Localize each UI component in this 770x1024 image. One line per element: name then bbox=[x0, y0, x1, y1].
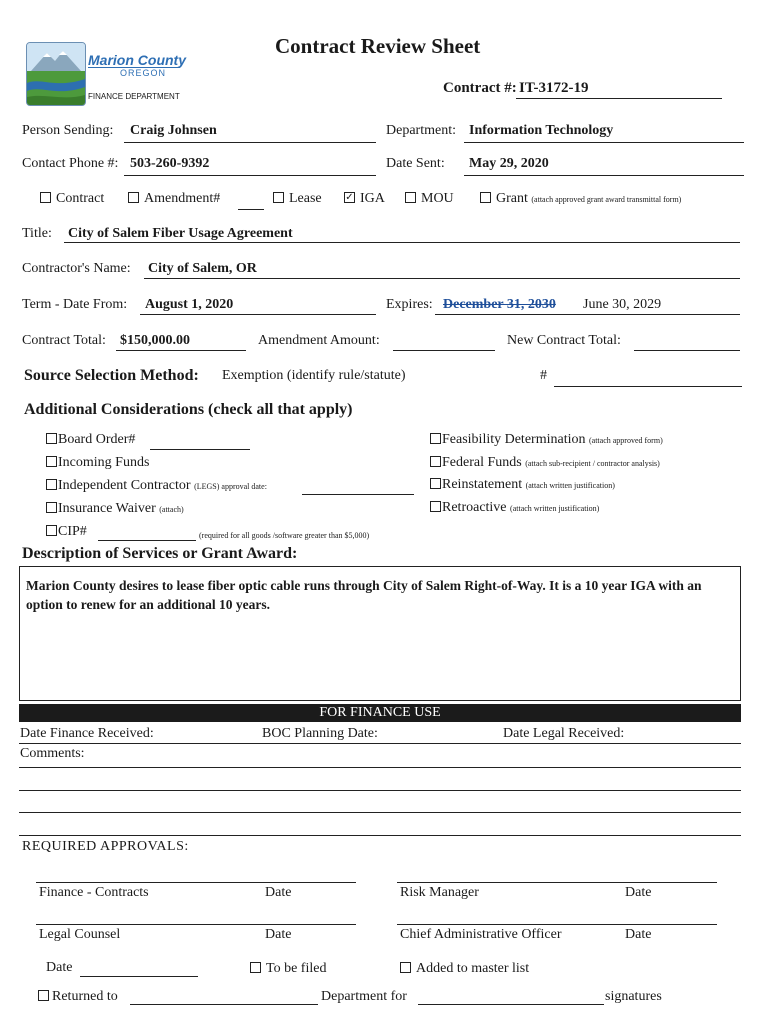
independent-approval-field[interactable] bbox=[302, 494, 414, 495]
checkbox-grant[interactable] bbox=[480, 192, 491, 203]
title-label: Title: bbox=[22, 226, 52, 241]
department-value[interactable]: Information Technology bbox=[469, 123, 614, 138]
type-contract-label: Contract bbox=[56, 191, 105, 206]
risk-manager-signature-line[interactable] bbox=[397, 882, 717, 883]
feasibility-note: (attach approved form) bbox=[588, 436, 663, 445]
new-total-field[interactable] bbox=[634, 350, 740, 351]
independent-contractor-note: (LEGS) approval date: bbox=[194, 482, 267, 491]
contractor-label: Contractor's Name: bbox=[22, 261, 131, 276]
department-label: Department: bbox=[386, 123, 456, 138]
checkbox-board-order[interactable] bbox=[46, 433, 57, 444]
cip-note: (required for all goods /software greater than $5,000) bbox=[199, 531, 370, 540]
type-lease[interactable] bbox=[273, 191, 322, 207]
date-finance-received-label: Date Finance Received: bbox=[20, 726, 154, 741]
expires-label: Expires: bbox=[386, 297, 433, 312]
title-line bbox=[64, 242, 740, 243]
contract-number-line bbox=[516, 98, 722, 99]
checkbox-independent-contractor[interactable] bbox=[46, 479, 57, 490]
risk-manager-date-label: Date bbox=[625, 885, 652, 900]
date-sent-value[interactable]: May 29, 2020 bbox=[469, 156, 549, 171]
checkbox-lease[interactable] bbox=[273, 192, 284, 203]
logo-department: FINANCE DEPARTMENT bbox=[88, 92, 180, 101]
date-legal-received-label: Date Legal Received: bbox=[503, 726, 625, 741]
comments-line-4[interactable] bbox=[19, 835, 741, 836]
type-contract[interactable] bbox=[40, 191, 104, 207]
checkbox-incoming-funds[interactable] bbox=[46, 456, 57, 467]
cip-label: CIP# bbox=[58, 524, 87, 539]
reinstatement-label: Reinstatement bbox=[442, 477, 523, 492]
title-value[interactable]: City of Salem Fiber Usage Agreement bbox=[68, 226, 293, 241]
to-be-filed-label: To be filed bbox=[266, 961, 327, 976]
contract-total-value[interactable]: $150,000.00 bbox=[120, 333, 190, 348]
reinstatement-note: (attach written justification) bbox=[525, 481, 615, 490]
amendment-amount-field[interactable] bbox=[393, 350, 495, 351]
type-lease-label: Lease bbox=[289, 191, 322, 206]
department-for-label: Department for bbox=[321, 989, 407, 1004]
cao-date-label: Date bbox=[625, 927, 652, 942]
contract-total-line bbox=[116, 350, 246, 351]
new-total-label: New Contract Total: bbox=[507, 333, 621, 348]
retroactive-item[interactable] bbox=[430, 500, 599, 516]
finance-contracts-label: Finance - Contracts bbox=[39, 885, 149, 900]
required-approvals-heading: REQUIRED APPROVALS: bbox=[22, 839, 189, 854]
added-master-label: Added to master list bbox=[416, 961, 530, 976]
checkbox-insurance-waiver[interactable] bbox=[46, 502, 57, 513]
logo-org-name: Marion County bbox=[88, 52, 186, 68]
person-sending-value[interactable]: Craig Johnsen bbox=[130, 123, 217, 138]
federal-funds-item[interactable] bbox=[430, 455, 660, 471]
type-iga-label: IGA bbox=[360, 191, 385, 206]
amendment-number-line bbox=[238, 209, 264, 210]
page-title: Contract Review Sheet bbox=[275, 34, 481, 58]
checkbox-feasibility[interactable] bbox=[430, 433, 441, 444]
contract-total-label: Contract Total: bbox=[22, 333, 106, 348]
risk-manager-label: Risk Manager bbox=[400, 885, 479, 900]
source-hash-label: # bbox=[540, 368, 547, 383]
type-mou-label: MOU bbox=[421, 191, 454, 206]
incoming-funds-item[interactable] bbox=[46, 455, 149, 471]
comments-label: Comments: bbox=[20, 746, 85, 761]
added-master-item[interactable] bbox=[400, 961, 529, 977]
date-label: Date bbox=[46, 960, 73, 975]
type-grant-label: Grant bbox=[496, 191, 528, 206]
term-label: Term - Date From: bbox=[22, 297, 128, 312]
cip-field[interactable] bbox=[98, 540, 196, 541]
checkbox-iga-checked[interactable]: ✓ bbox=[345, 192, 354, 204]
checkbox-added-master[interactable] bbox=[400, 962, 411, 973]
checkbox-to-be-filed[interactable] bbox=[250, 962, 261, 973]
description-text: Marion County desires to lease fiber optic cable runs through City of Salem Right-of-Way. It is a 10 year IGA with an option to renew for an additional 10 years. bbox=[26, 578, 702, 612]
checkbox-reinstatement[interactable] bbox=[430, 478, 441, 489]
person-sending-line bbox=[124, 142, 376, 143]
phone-value[interactable]: 503-260-9392 bbox=[130, 156, 210, 171]
type-amendment[interactable] bbox=[128, 191, 220, 207]
finance-contracts-signature-line[interactable] bbox=[36, 882, 356, 883]
type-iga[interactable] bbox=[344, 191, 385, 207]
cao-signature-line[interactable] bbox=[397, 924, 717, 925]
contractor-line bbox=[144, 278, 740, 279]
feasibility-label: Feasibility Determination bbox=[442, 432, 586, 447]
grant-note: (attach approved grant award transmittal form) bbox=[531, 195, 682, 204]
expires-new-value[interactable]: June 30, 2029 bbox=[583, 297, 662, 312]
checkbox-contract[interactable] bbox=[40, 192, 51, 203]
checkbox-cip[interactable] bbox=[46, 525, 57, 536]
term-from-line bbox=[140, 314, 376, 315]
comments-line-2[interactable] bbox=[19, 790, 741, 791]
person-sending-label: Person Sending: bbox=[22, 123, 114, 138]
type-mou[interactable] bbox=[405, 191, 454, 207]
federal-funds-note: (attach sub-recipient / contractor analysis) bbox=[525, 459, 660, 468]
checkbox-retroactive[interactable] bbox=[430, 501, 441, 512]
type-grant[interactable] bbox=[480, 191, 681, 207]
amendment-amount-label: Amendment Amount: bbox=[258, 333, 380, 348]
phone-line bbox=[124, 175, 376, 176]
checkbox-federal-funds[interactable] bbox=[430, 456, 441, 467]
contractor-value[interactable]: City of Salem, OR bbox=[148, 261, 257, 276]
returned-to-field[interactable] bbox=[130, 1004, 318, 1005]
signatures-label: signatures bbox=[605, 989, 662, 1004]
marion-county-logo bbox=[26, 42, 86, 106]
contract-number: IT-3172-19 bbox=[519, 80, 589, 96]
source-selection-label: Source Selection Method: bbox=[24, 367, 199, 384]
incoming-funds-label: Incoming Funds bbox=[58, 455, 150, 470]
to-be-filed-item[interactable] bbox=[250, 961, 326, 977]
finance-row-line bbox=[19, 743, 741, 744]
retroactive-label: Retroactive bbox=[442, 500, 507, 515]
board-order-field[interactable] bbox=[150, 449, 250, 450]
board-order-item[interactable] bbox=[46, 432, 135, 448]
independent-contractor-item[interactable] bbox=[46, 478, 267, 494]
retroactive-note: (attach written justification) bbox=[510, 504, 600, 513]
legal-counsel-date-label: Date bbox=[265, 927, 292, 942]
legal-counsel-label: Legal Counsel bbox=[39, 927, 121, 942]
checkbox-mou[interactable] bbox=[405, 192, 416, 203]
expires-struck-value: December 31, 2030 bbox=[443, 297, 556, 312]
term-from-value[interactable]: August 1, 2020 bbox=[145, 297, 234, 312]
finance-use-banner: FOR FINANCE USE bbox=[19, 704, 741, 722]
feasibility-item[interactable] bbox=[430, 432, 663, 448]
reinstatement-item[interactable] bbox=[430, 477, 615, 493]
checkbox-returned-to[interactable] bbox=[38, 990, 49, 1001]
comments-line-3[interactable] bbox=[19, 812, 741, 813]
checkbox-amendment[interactable] bbox=[128, 192, 139, 203]
department-line bbox=[464, 142, 744, 143]
board-order-label: Board Order# bbox=[58, 432, 136, 447]
insurance-waiver-note: (attach) bbox=[159, 505, 184, 514]
date-sent-label: Date Sent: bbox=[386, 156, 445, 171]
date-field[interactable] bbox=[80, 976, 198, 977]
independent-contractor-label: Independent Contractor bbox=[58, 478, 191, 493]
boc-planning-date-label: BOC Planning Date: bbox=[262, 726, 378, 741]
mountain-icon bbox=[27, 43, 85, 105]
source-rule-field[interactable] bbox=[554, 386, 742, 387]
phone-label: Contact Phone #: bbox=[22, 156, 119, 171]
finance-contracts-date-label: Date bbox=[265, 885, 292, 900]
logo-state: OREGON bbox=[120, 68, 167, 78]
description-box[interactable] bbox=[19, 566, 741, 701]
returned-to-item[interactable] bbox=[38, 989, 118, 1005]
cip-item[interactable] bbox=[46, 524, 87, 540]
returned-to-label: Returned to bbox=[52, 989, 118, 1004]
comments-line-1[interactable] bbox=[19, 767, 741, 768]
cao-label: Chief Administrative Officer bbox=[400, 927, 562, 942]
department-for-field[interactable] bbox=[418, 1004, 604, 1005]
type-amendment-label: Amendment# bbox=[144, 191, 221, 206]
source-selection-value[interactable]: Exemption (identify rule/statute) bbox=[222, 368, 406, 383]
contract-number-label: Contract #: bbox=[443, 80, 517, 96]
legal-counsel-signature-line[interactable] bbox=[36, 924, 356, 925]
description-heading: Description of Services or Grant Award: bbox=[22, 545, 298, 562]
expires-line bbox=[435, 314, 740, 315]
insurance-waiver-item[interactable] bbox=[46, 501, 184, 517]
insurance-waiver-label: Insurance Waiver bbox=[58, 501, 156, 516]
federal-funds-label: Federal Funds bbox=[442, 455, 522, 470]
date-sent-line bbox=[464, 175, 744, 176]
additional-heading: Additional Considerations (check all that apply) bbox=[24, 401, 353, 418]
